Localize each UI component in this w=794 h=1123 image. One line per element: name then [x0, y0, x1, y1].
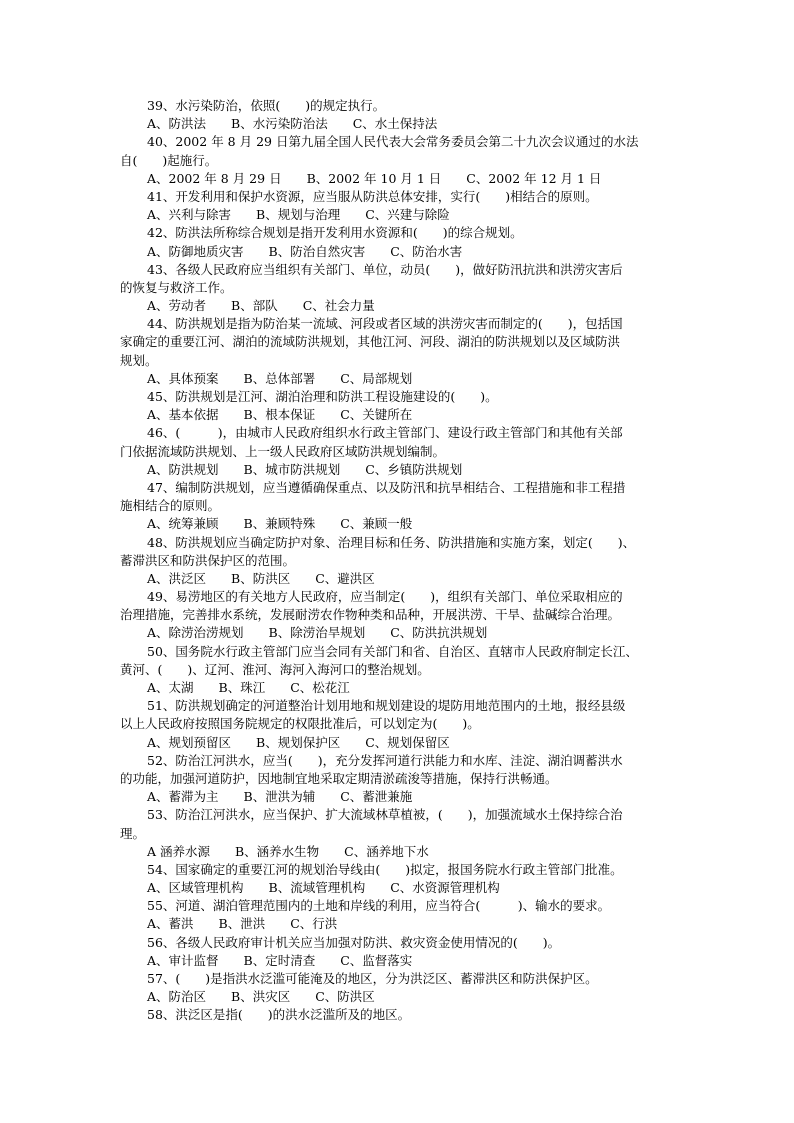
text-line: A、具体预案 B、总体部署 C、局部规划	[147, 370, 413, 386]
text-line: 40、2002 年 8 月 29 日第九届全国人民代表大会常务委员会第二十九次会议通过的水法	[147, 134, 639, 150]
text-line: 54、国家确定的重要江河的规划治导线由( )拟定，报国务院水行政主管部门批准。	[147, 861, 623, 877]
text-line: 57、( )是指洪水泛滥可能淹及的地区，分为洪泛区、蓄滞洪区和防洪保护区。	[147, 971, 598, 986]
text-line: 48、防洪规划应当确定防护对象、治理目标和任务、防洪措施和实施方案，划定( )、	[147, 534, 636, 550]
text-line: 58、洪泛区是指( )的洪水泛滥所及的地区。	[147, 1007, 411, 1023]
text-line: 家确定的重要江河、湖泊的流域防洪规划，其他江河、河段、湖泊的防洪规划以及区域防洪	[120, 334, 621, 350]
text-line: A、防洪规划 B、城市防洪规划 C、乡镇防洪规划	[147, 461, 463, 477]
text-line: A、防御地质灾害 B、防治自然灾害 C、防治水害	[147, 243, 463, 259]
text-line: 治理措施，完善排水系统，发展耐涝农作物种类和品种，开展洪涝、干旱、盐碱综合治理。	[120, 607, 621, 623]
text-line: A、蓄滞为主 B、泄洪为辅 C、蓄泄兼施	[147, 789, 413, 805]
text-line: 42、防洪法所称综合规划是指开发利用水资源和( )的综合规划。	[147, 225, 523, 241]
text-line: 53、防治江河洪水，应当保护、扩大流域林草植被，( )，加强流域水土保持综合治	[147, 807, 623, 823]
text-line: 41、开发利用和保护水资源，应当服从防洪总体安排，实行( )相结合的原则。	[147, 188, 598, 204]
text-line: A、兴利与除害 B、规划与治理 C、兴建与除险	[147, 207, 450, 223]
text-line: A、防洪法 B、水污染防治法 C、水土保持法	[147, 116, 438, 132]
text-line: A、审计监督 B、定时清查 C、监督落实	[147, 952, 413, 968]
text-line: 51、防洪规划确定的河道整治计划用地和规划建设的堤防用地范围内的土地，报经县级	[147, 698, 626, 714]
text-line: A、太湖 B、珠江 C、松花江	[147, 680, 350, 695]
text-line: 理。	[120, 825, 146, 841]
text-line: 47、编制防洪规划，应当遵循确保重点、以及防汛和抗旱相结合、工程措施和非工程措	[147, 479, 626, 495]
text-line: A、防治区 B、洪灾区 C、防洪区	[147, 989, 375, 1005]
question-list	[120, 97, 680, 1025]
text-line: 的功能，加强河道防护，因地制宜地采取定期清淤疏浚等措施，保持行洪畅通。	[120, 770, 558, 786]
text-line: 46、( )，由城市人民政府组织水行政主管部门、建设行政主管部门和其他有关部	[147, 425, 623, 441]
text-line: 门依据流域防洪规划、上一级人民政府区域防洪规划编制。	[120, 443, 446, 459]
text-line: A、劳动者 B、部队 C、社会力量	[147, 298, 375, 314]
text-line: A、洪泛区 B、防洪区 C、避洪区	[147, 570, 375, 586]
text-line: A、统筹兼顾 B、兼顾特殊 C、兼顾一般	[147, 516, 413, 532]
text-line: 49、易涝地区的有关地方人民政府，应当制定( )，组织有关部门、单位采取相应的	[147, 589, 623, 605]
text-line: A、除涝治涝规划 B、除涝治旱规划 C、防洪抗洪规划	[147, 625, 488, 641]
text-line: 施相结合的原则。	[120, 498, 221, 514]
text-line: 43、各级人民政府应当组织有关部门、单位，动员( )，做好防汛抗洪和洪涝灾害后	[147, 261, 623, 277]
text-line: A、规划预留区 B、规划保护区 C、规划保留区	[147, 734, 450, 750]
text-line: 50、国务院水行政主管部门应当会同有关部门和省、自治区、直辖市人民政府制定长江、	[147, 643, 638, 659]
text-line: A 涵养水源 B、涵养水生物 C、涵养地下水	[147, 843, 429, 859]
text-line: 45、防洪规划是江河、湖泊治理和防洪工程设施建设的( )。	[147, 389, 498, 404]
text-line: 39、水污染防治，依照( )的规定执行。	[147, 98, 386, 113]
text-line: 56、各级人民政府审计机关应当加强对防洪、救灾资金使用情况的( )。	[147, 934, 561, 950]
text-line: 规划。	[120, 352, 158, 368]
text-line: A、蓄洪 B、泄洪 C、行洪	[147, 916, 338, 932]
text-line: A、2002 年 8 月 29 日 B、2002 年 10 月 1 日 C、2002 年 12 月 1 日	[147, 170, 602, 186]
text-line: 52、防治江河洪水，应当( )，充分发挥河道行洪能力和水库、洼淀、湖泊调蓄洪水	[147, 752, 623, 768]
text-line: 蓄滞洪区和防洪保护区的范围。	[120, 552, 296, 568]
text-line: 55、河道、湖泊管理范围内的土地和岸线的利用，应当符合( )、输水的要求。	[147, 898, 611, 914]
text-line: A、基本依据 B、根本保证 C、关键所在	[147, 407, 413, 423]
text-line: 黄河、( )、辽河、淮河、海河入海河口的整治规划。	[120, 661, 430, 677]
text-line: 以上人民政府按照国务院规定的权限批准后，可以划定为( )。	[120, 716, 480, 732]
text-line: 44、防洪规划是指为防治某一流域、河段或者区域的洪涝灾害而制定的( )，包括国	[147, 316, 623, 332]
text-line: A、区域管理机构 B、流域管理机构 C、水资源管理机构	[147, 880, 500, 896]
text-line: 自( )起施行。	[120, 152, 218, 168]
text-line: 的恢复与救济工作。	[120, 279, 233, 295]
